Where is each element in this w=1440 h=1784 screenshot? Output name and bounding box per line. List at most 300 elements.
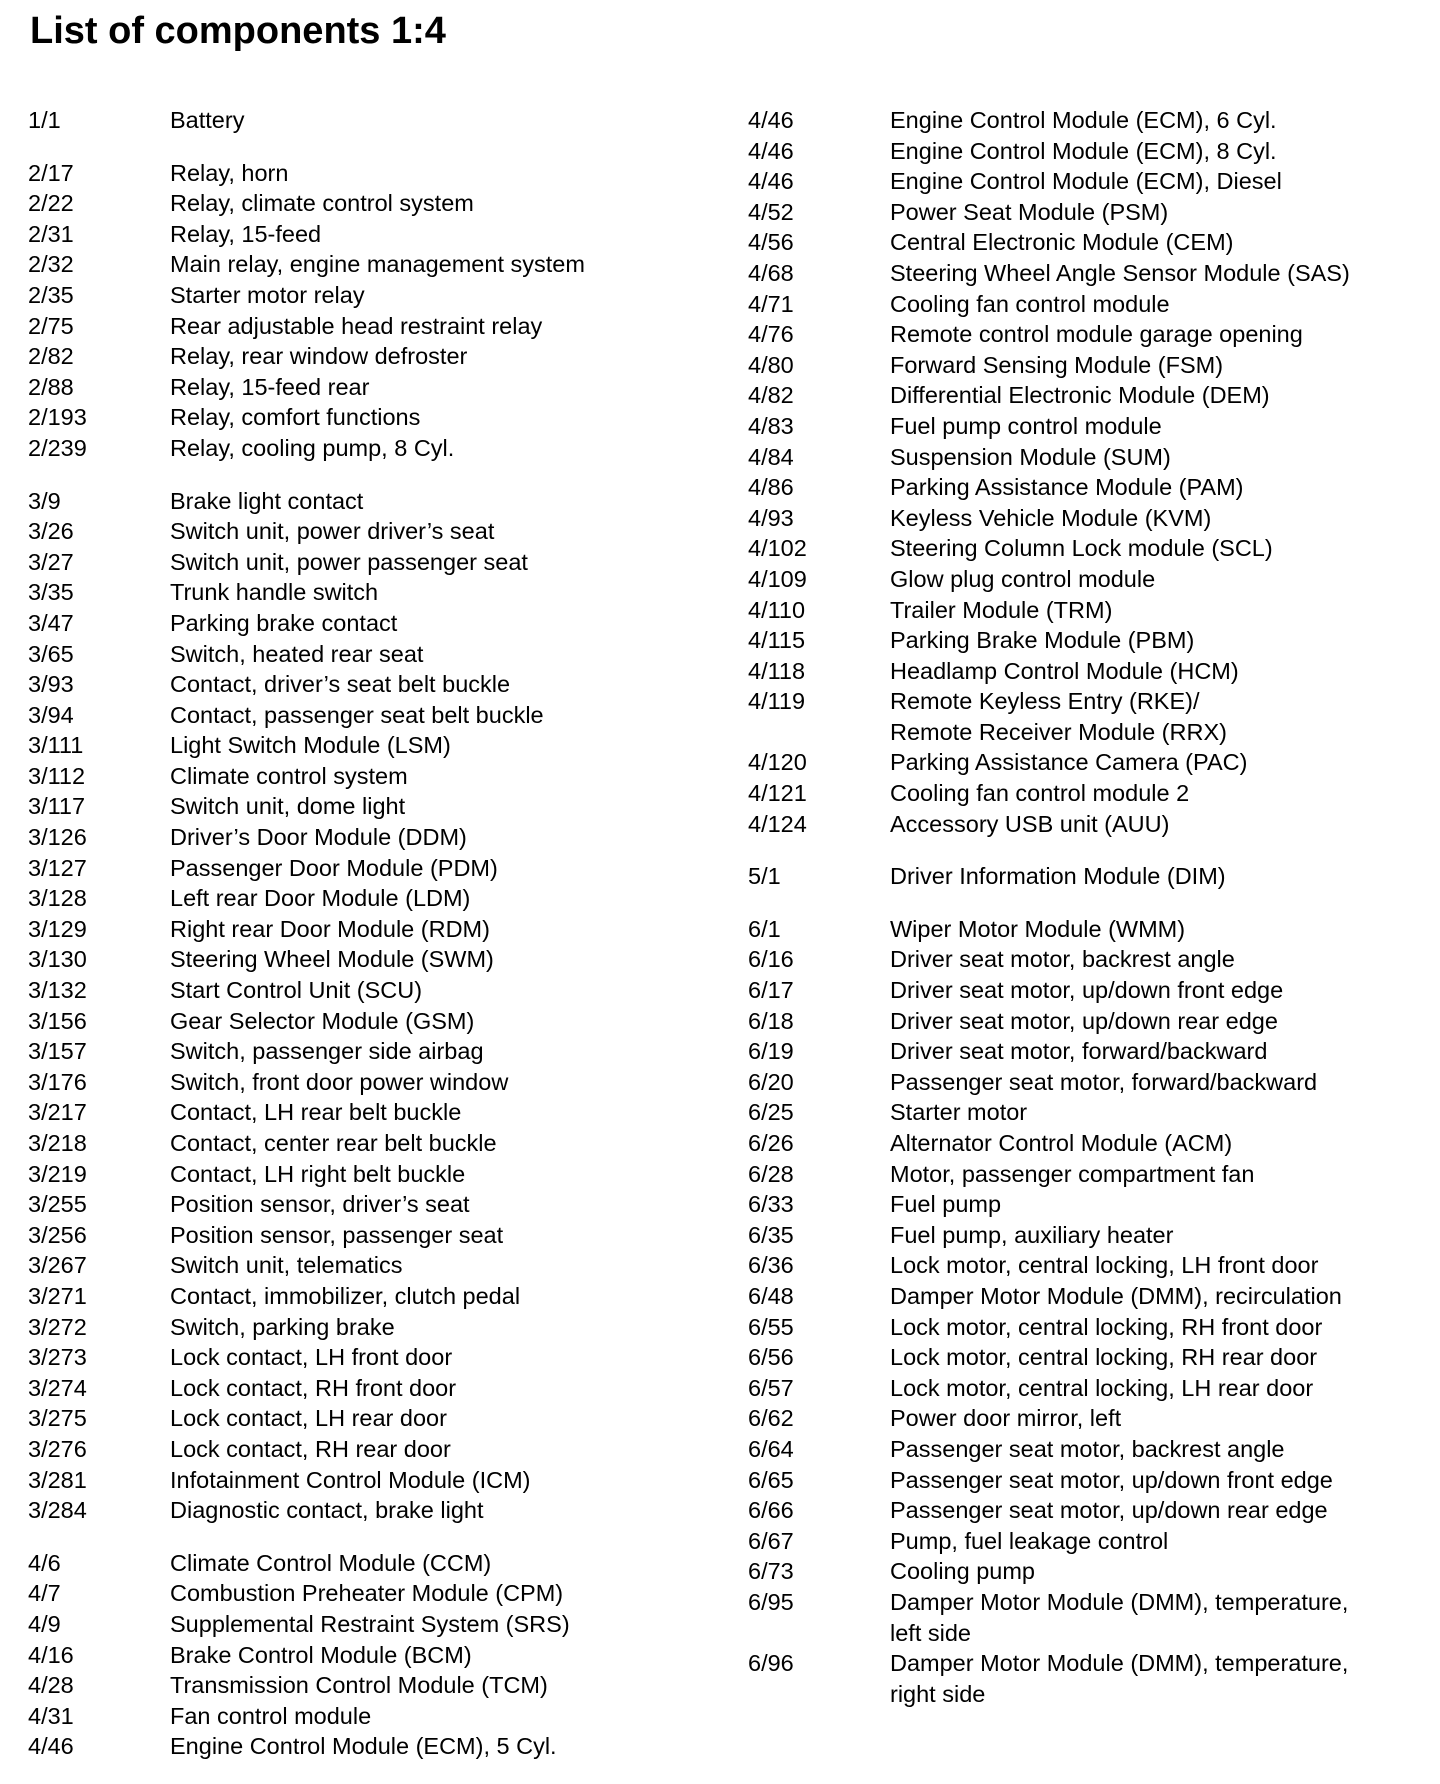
component-description: Combustion Preheater Module (CPM) — [170, 1580, 564, 1607]
component-description: Cooling fan control module — [890, 290, 1170, 317]
component-code: 4/80 — [748, 351, 794, 378]
component-code: 3/27 — [28, 548, 74, 575]
component-row — [28, 1701, 718, 1732]
component-row — [28, 761, 718, 792]
component-description: Fuel pump control module — [890, 412, 1162, 439]
component-row — [28, 1640, 718, 1671]
component-description: Fuel pump — [890, 1191, 1002, 1218]
component-code: 3/271 — [28, 1282, 87, 1309]
component-row — [748, 105, 1428, 136]
component-row — [28, 608, 718, 639]
component-description: Engine Control Module (ECM), 5 Cyl. — [170, 1733, 557, 1760]
component-description: Driver seat motor, up/down front edge — [890, 977, 1284, 1004]
component-row — [28, 883, 718, 914]
component-code: 3/275 — [28, 1405, 87, 1432]
component-description: Relay, climate control system — [170, 190, 474, 217]
component-code: 3/272 — [28, 1313, 87, 1340]
component-description: Rear adjustable head restraint relay — [170, 312, 543, 339]
component-description: Position sensor, driver’s seat — [170, 1191, 470, 1218]
component-code: 3/127 — [28, 854, 87, 881]
component-description: Forward Sensing Module (FSM) — [890, 351, 1224, 378]
component-description: Switch, heated rear seat — [170, 640, 424, 667]
component-code: 2/75 — [28, 312, 74, 339]
component-code: 3/111 — [28, 732, 84, 759]
component-group — [28, 1548, 718, 1762]
component-code: 4/6 — [28, 1549, 61, 1576]
component-description: Driver seat motor, backrest angle — [890, 946, 1235, 973]
component-code: 6/16 — [748, 946, 794, 973]
component-code: 6/57 — [748, 1374, 794, 1401]
component-code: 4/28 — [28, 1672, 74, 1699]
component-description: Lock motor, central locking, RH rear door — [890, 1344, 1318, 1371]
component-code: 6/19 — [748, 1038, 794, 1065]
component-row — [28, 341, 718, 372]
component-description: Driver Information Module (DIM) — [890, 863, 1226, 890]
component-description: Passenger seat motor, up/down rear edge — [890, 1497, 1328, 1524]
component-code: 4/115 — [748, 627, 806, 654]
component-code: 3/157 — [28, 1038, 87, 1065]
component-description: Switch unit, power passenger seat — [170, 548, 528, 575]
component-code: 3/94 — [28, 701, 74, 728]
component-code: 6/55 — [748, 1313, 794, 1340]
component-row — [748, 1495, 1428, 1526]
component-row — [28, 158, 718, 189]
component-description: Switch, parking brake — [170, 1313, 395, 1340]
component-code: 4/46 — [748, 137, 794, 164]
component-code: 6/73 — [748, 1558, 794, 1585]
component-description: Driver seat motor, forward/backward — [890, 1038, 1268, 1065]
component-code: 2/193 — [28, 404, 87, 431]
component-code: 4/110 — [748, 596, 806, 623]
component-code: 3/274 — [28, 1374, 87, 1401]
component-row — [748, 136, 1428, 167]
component-description: Power door mirror, left — [890, 1405, 1122, 1432]
component-row — [28, 311, 718, 342]
component-row — [28, 433, 718, 464]
component-row — [748, 289, 1428, 320]
component-row — [748, 1556, 1428, 1587]
component-row — [748, 686, 1428, 717]
component-description: Passenger Door Module (PDM) — [170, 854, 498, 881]
component-code: 4/46 — [28, 1733, 74, 1760]
component-description: Contact, driver’s seat belt buckle — [170, 671, 511, 698]
component-description: Cooling pump — [890, 1558, 1036, 1585]
component-code: 4/9 — [28, 1610, 61, 1637]
component-code: 2/88 — [28, 373, 74, 400]
component-row — [28, 1189, 718, 1220]
component-group — [28, 158, 718, 464]
component-code: 4/119 — [748, 688, 806, 715]
component-code: 6/67 — [748, 1527, 794, 1554]
component-code: 4/84 — [748, 443, 794, 470]
component-description: Battery — [170, 107, 245, 133]
component-description: Engine Control Module (ECM), 8 Cyl. — [890, 137, 1277, 164]
component-description: Parking Assistance Camera (PAC) — [890, 749, 1248, 776]
component-row — [28, 1578, 718, 1609]
component-description: Lock motor, central locking, RH front door — [890, 1313, 1323, 1340]
component-row — [748, 717, 1428, 748]
component-row — [28, 944, 718, 975]
right-column — [748, 105, 1428, 1731]
component-code: 6/64 — [748, 1435, 794, 1462]
component-code — [748, 1679, 890, 1710]
component-description: Relay, horn — [170, 159, 289, 186]
component-row — [748, 1128, 1428, 1159]
component-code: 2/22 — [28, 190, 74, 217]
component-description: Lock contact, RH front door — [170, 1374, 457, 1401]
component-row — [28, 1250, 718, 1281]
component-description: Engine Control Module (ECM), Diesel — [890, 168, 1282, 195]
component-row — [28, 188, 718, 219]
component-row — [748, 197, 1428, 228]
component-code: 6/95 — [748, 1588, 794, 1615]
component-row — [748, 944, 1428, 975]
component-row — [748, 1373, 1428, 1404]
component-row — [748, 595, 1428, 626]
component-row — [748, 1587, 1428, 1618]
component-description: Lock motor, central locking, LH rear door — [890, 1374, 1314, 1401]
component-row — [748, 914, 1428, 945]
component-code: 6/36 — [748, 1252, 794, 1279]
component-row — [28, 1731, 718, 1762]
component-description: Parking Assistance Module (PAM) — [890, 474, 1244, 501]
component-row — [28, 639, 718, 670]
component-code: 4/46 — [748, 107, 794, 133]
component-code: 3/9 — [28, 487, 61, 514]
component-row — [28, 105, 718, 136]
component-code: 6/20 — [748, 1068, 794, 1095]
component-code: 6/28 — [748, 1160, 794, 1187]
component-group — [748, 914, 1428, 1709]
component-description: Right rear Door Module (RDM) — [170, 915, 490, 942]
component-description: Brake Control Module (BCM) — [170, 1641, 472, 1668]
component-code: 6/56 — [748, 1344, 794, 1371]
component-row — [748, 1159, 1428, 1190]
component-code: 3/65 — [28, 640, 74, 667]
component-row — [748, 564, 1428, 595]
component-code: 4/121 — [748, 780, 807, 807]
component-row — [748, 1403, 1428, 1434]
component-row — [748, 411, 1428, 442]
component-description: Trunk handle switch — [170, 579, 379, 606]
component-row — [28, 791, 718, 822]
component-row — [28, 1465, 718, 1496]
component-description: Motor, passenger compartment fan — [890, 1160, 1255, 1187]
component-code: 3/126 — [28, 824, 87, 851]
component-code: 3/130 — [28, 946, 87, 973]
component-group — [28, 486, 718, 1526]
component-group — [28, 105, 718, 136]
component-code: 3/276 — [28, 1435, 87, 1462]
component-description: Climate Control Module (CCM) — [170, 1549, 492, 1576]
component-code: 3/112 — [28, 762, 86, 789]
component-row — [748, 442, 1428, 473]
component-code: 3/284 — [28, 1497, 87, 1524]
component-code: 2/82 — [28, 343, 74, 370]
component-row — [748, 656, 1428, 687]
component-row — [28, 1609, 718, 1640]
component-code: 3/128 — [28, 885, 87, 912]
component-code: 6/18 — [748, 1007, 794, 1034]
component-code: 4/7 — [28, 1580, 61, 1607]
component-row — [28, 822, 718, 853]
component-description: Brake light contact — [170, 487, 364, 514]
component-description: Steering Wheel Module (SWM) — [170, 946, 494, 973]
component-description: left side — [890, 1619, 971, 1646]
component-description: Glow plug control module — [890, 565, 1156, 592]
component-description: Steering Wheel Angle Sensor Module (SAS) — [890, 259, 1350, 286]
component-code: 6/1 — [748, 915, 781, 942]
component-description: Headlamp Control Module (HCM) — [890, 657, 1239, 684]
component-row — [748, 319, 1428, 350]
component-row — [28, 547, 718, 578]
component-code: 1/1 — [28, 107, 61, 133]
component-row — [748, 166, 1428, 197]
component-description: Position sensor, passenger seat — [170, 1221, 504, 1248]
component-description: Relay, rear window defroster — [170, 343, 468, 370]
component-code: 6/66 — [748, 1497, 794, 1524]
component-description: Lock motor, central locking, LH front door — [890, 1252, 1319, 1279]
component-row — [28, 669, 718, 700]
component-description: Switch unit, power driver’s seat — [170, 518, 495, 545]
component-code: 2/32 — [28, 251, 74, 278]
component-row — [28, 1159, 718, 1190]
component-row — [748, 1220, 1428, 1251]
component-description: Damper Motor Module (DMM), temperature, — [890, 1650, 1349, 1677]
component-row — [28, 577, 718, 608]
component-row — [748, 503, 1428, 534]
component-code: 6/26 — [748, 1130, 794, 1156]
component-description: Central Electronic Module (CEM) — [890, 229, 1234, 256]
component-row — [28, 700, 718, 731]
component-description: Main relay, engine management system — [170, 251, 585, 278]
component-description: Switch, front door power window — [170, 1068, 509, 1095]
component-code: 5/1 — [748, 863, 781, 890]
component-row — [28, 1281, 718, 1312]
component-description: Relay, 15-feed rear — [170, 373, 370, 400]
component-description: Fuel pump, auxiliary heater — [890, 1221, 1174, 1248]
component-row — [28, 730, 718, 761]
component-description: Contact, center rear belt buckle — [170, 1130, 497, 1156]
component-code: 6/48 — [748, 1282, 794, 1309]
component-row — [28, 1312, 718, 1343]
component-code: 3/35 — [28, 579, 74, 606]
component-row — [748, 861, 1428, 892]
component-row — [28, 280, 718, 311]
component-row — [28, 486, 718, 517]
component-row — [748, 1648, 1428, 1679]
component-code: 3/132 — [28, 977, 87, 1004]
component-row — [748, 1036, 1428, 1067]
component-code: 6/65 — [748, 1466, 794, 1493]
component-code: 2/31 — [28, 220, 74, 247]
component-row — [28, 1006, 718, 1037]
component-description: Contact, passenger seat belt buckle — [170, 701, 544, 728]
component-description: Alternator Control Module (ACM) — [890, 1130, 1233, 1156]
component-description: Steering Column Lock module (SCL) — [890, 535, 1273, 562]
component-row — [748, 1189, 1428, 1220]
component-code: 3/267 — [28, 1252, 87, 1279]
component-row — [28, 1670, 718, 1701]
component-row — [28, 1403, 718, 1434]
component-description: Pump, fuel leakage control — [890, 1527, 1169, 1554]
component-code: 3/255 — [28, 1191, 87, 1218]
component-description: Lock contact, LH front door — [170, 1344, 453, 1371]
component-row — [748, 1434, 1428, 1465]
component-code: 4/76 — [748, 321, 794, 348]
component-code: 6/96 — [748, 1650, 794, 1677]
component-code: 3/47 — [28, 609, 74, 636]
component-description: Gear Selector Module (GSM) — [170, 1007, 475, 1034]
component-code: 3/217 — [28, 1099, 87, 1126]
component-row — [748, 778, 1428, 809]
component-code: 6/25 — [748, 1099, 794, 1126]
component-code: 4/83 — [748, 412, 794, 439]
component-description: Relay, 15-feed — [170, 220, 322, 247]
component-row — [28, 1434, 718, 1465]
component-code: 4/56 — [748, 229, 794, 256]
component-row — [748, 1526, 1428, 1557]
component-code: 3/156 — [28, 1007, 87, 1034]
component-code: 3/129 — [28, 915, 87, 942]
component-code: 4/46 — [748, 168, 794, 195]
component-description: Cooling fan control module 2 — [890, 780, 1190, 807]
component-row — [28, 516, 718, 547]
component-description: Light Switch Module (LSM) — [170, 732, 451, 759]
component-row — [748, 1250, 1428, 1281]
component-description: Remote control module garage opening — [890, 321, 1303, 348]
component-code: 2/17 — [28, 159, 74, 186]
component-description: Passenger seat motor, up/down front edge — [890, 1466, 1333, 1493]
component-code: 4/52 — [748, 198, 794, 225]
component-description: Parking brake contact — [170, 609, 398, 636]
component-row — [28, 402, 718, 433]
component-row — [28, 1036, 718, 1067]
component-description: Starter motor relay — [170, 281, 365, 308]
component-description: Engine Control Module (ECM), 6 Cyl. — [890, 107, 1277, 133]
component-row — [748, 1465, 1428, 1496]
component-code: 3/176 — [28, 1068, 87, 1095]
component-code: 4/93 — [748, 504, 794, 531]
component-description: Starter motor — [890, 1099, 1028, 1126]
component-row — [28, 1067, 718, 1098]
component-row — [748, 1281, 1428, 1312]
component-code: 2/239 — [28, 434, 87, 461]
component-description: Trailer Module (TRM) — [890, 596, 1113, 623]
component-description: Suspension Module (SUM) — [890, 443, 1171, 470]
component-code: 4/71 — [748, 290, 794, 317]
component-code: 4/120 — [748, 749, 807, 776]
component-description: Contact, immobilizer, clutch pedal — [170, 1282, 521, 1309]
page-title: List of components 1:4 — [30, 10, 446, 52]
component-description: Keyless Vehicle Module (KVM) — [890, 504, 1212, 531]
component-row — [748, 227, 1428, 258]
component-description: Contact, LH rear belt buckle — [170, 1099, 462, 1126]
component-row — [28, 1495, 718, 1526]
component-row — [28, 1342, 718, 1373]
component-description: Lock contact, LH rear door — [170, 1405, 447, 1432]
component-description: Remote Receiver Module (RRX) — [890, 718, 1227, 745]
component-row — [28, 1373, 718, 1404]
component-code: 4/31 — [28, 1702, 74, 1729]
component-description: Switch unit, dome light — [170, 793, 406, 820]
component-row — [748, 1679, 1428, 1710]
component-row — [748, 1006, 1428, 1037]
component-code — [748, 717, 890, 748]
component-row — [28, 975, 718, 1006]
component-description: Driver seat motor, up/down rear edge — [890, 1007, 1278, 1034]
component-code: 4/109 — [748, 565, 807, 592]
component-row — [748, 1618, 1428, 1649]
component-row — [748, 1067, 1428, 1098]
component-row — [28, 1097, 718, 1128]
component-code: 2/35 — [28, 281, 74, 308]
component-row — [28, 853, 718, 884]
component-description: Fan control module — [170, 1702, 372, 1729]
component-row — [748, 258, 1428, 289]
component-row — [748, 1097, 1428, 1128]
component-description: Switch unit, telematics — [170, 1252, 403, 1279]
component-code: 3/219 — [28, 1160, 87, 1187]
component-code — [748, 1618, 890, 1649]
component-description: Lock contact, RH rear door — [170, 1435, 451, 1462]
component-code: 6/35 — [748, 1221, 794, 1248]
component-description: Diagnostic contact, brake light — [170, 1497, 484, 1524]
component-code: 4/118 — [748, 657, 806, 684]
component-code: 4/82 — [748, 382, 794, 409]
left-column — [28, 105, 718, 1784]
component-description: Transmission Control Module (TCM) — [170, 1672, 548, 1699]
component-row — [28, 372, 718, 403]
component-description: Switch, passenger side airbag — [170, 1038, 484, 1065]
component-description: Infotainment Control Module (ICM) — [170, 1466, 531, 1493]
component-row — [748, 625, 1428, 656]
component-description: Differential Electronic Module (DEM) — [890, 382, 1270, 409]
component-code: 3/117 — [28, 793, 86, 820]
component-description: Remote Keyless Entry (RKE)/ — [890, 688, 1200, 715]
component-code: 4/16 — [28, 1641, 74, 1668]
component-description: Damper Motor Module (DMM), recirculation — [890, 1282, 1342, 1309]
component-row — [748, 1312, 1428, 1343]
component-description: Relay, comfort functions — [170, 404, 421, 431]
component-code: 4/124 — [748, 810, 807, 837]
component-description: Supplemental Restraint System (SRS) — [170, 1610, 570, 1637]
component-description: Start Control Unit (SCU) — [170, 977, 423, 1004]
component-description: Relay, cooling pump, 8 Cyl. — [170, 434, 455, 461]
component-code: 6/62 — [748, 1405, 794, 1432]
component-row — [28, 914, 718, 945]
component-row — [748, 975, 1428, 1006]
component-code: 6/17 — [748, 977, 794, 1004]
component-row — [28, 1128, 718, 1159]
component-description: Left rear Door Module (LDM) — [170, 885, 471, 912]
component-row — [748, 1342, 1428, 1373]
component-description: Climate control system — [170, 762, 408, 789]
component-row — [748, 472, 1428, 503]
component-code: 3/273 — [28, 1344, 87, 1371]
component-description: Passenger seat motor, forward/backward — [890, 1068, 1318, 1095]
component-description: Contact, LH right belt buckle — [170, 1160, 466, 1187]
component-code: 3/218 — [28, 1130, 87, 1156]
component-code: 3/93 — [28, 671, 74, 698]
component-description: Accessory USB unit (AUU) — [890, 810, 1170, 837]
component-description: right side — [890, 1680, 986, 1707]
component-code: 3/281 — [28, 1466, 87, 1493]
component-row — [748, 533, 1428, 564]
component-row — [28, 249, 718, 280]
component-description: Damper Motor Module (DMM), temperature, — [890, 1588, 1349, 1615]
component-code: 4/86 — [748, 474, 794, 501]
